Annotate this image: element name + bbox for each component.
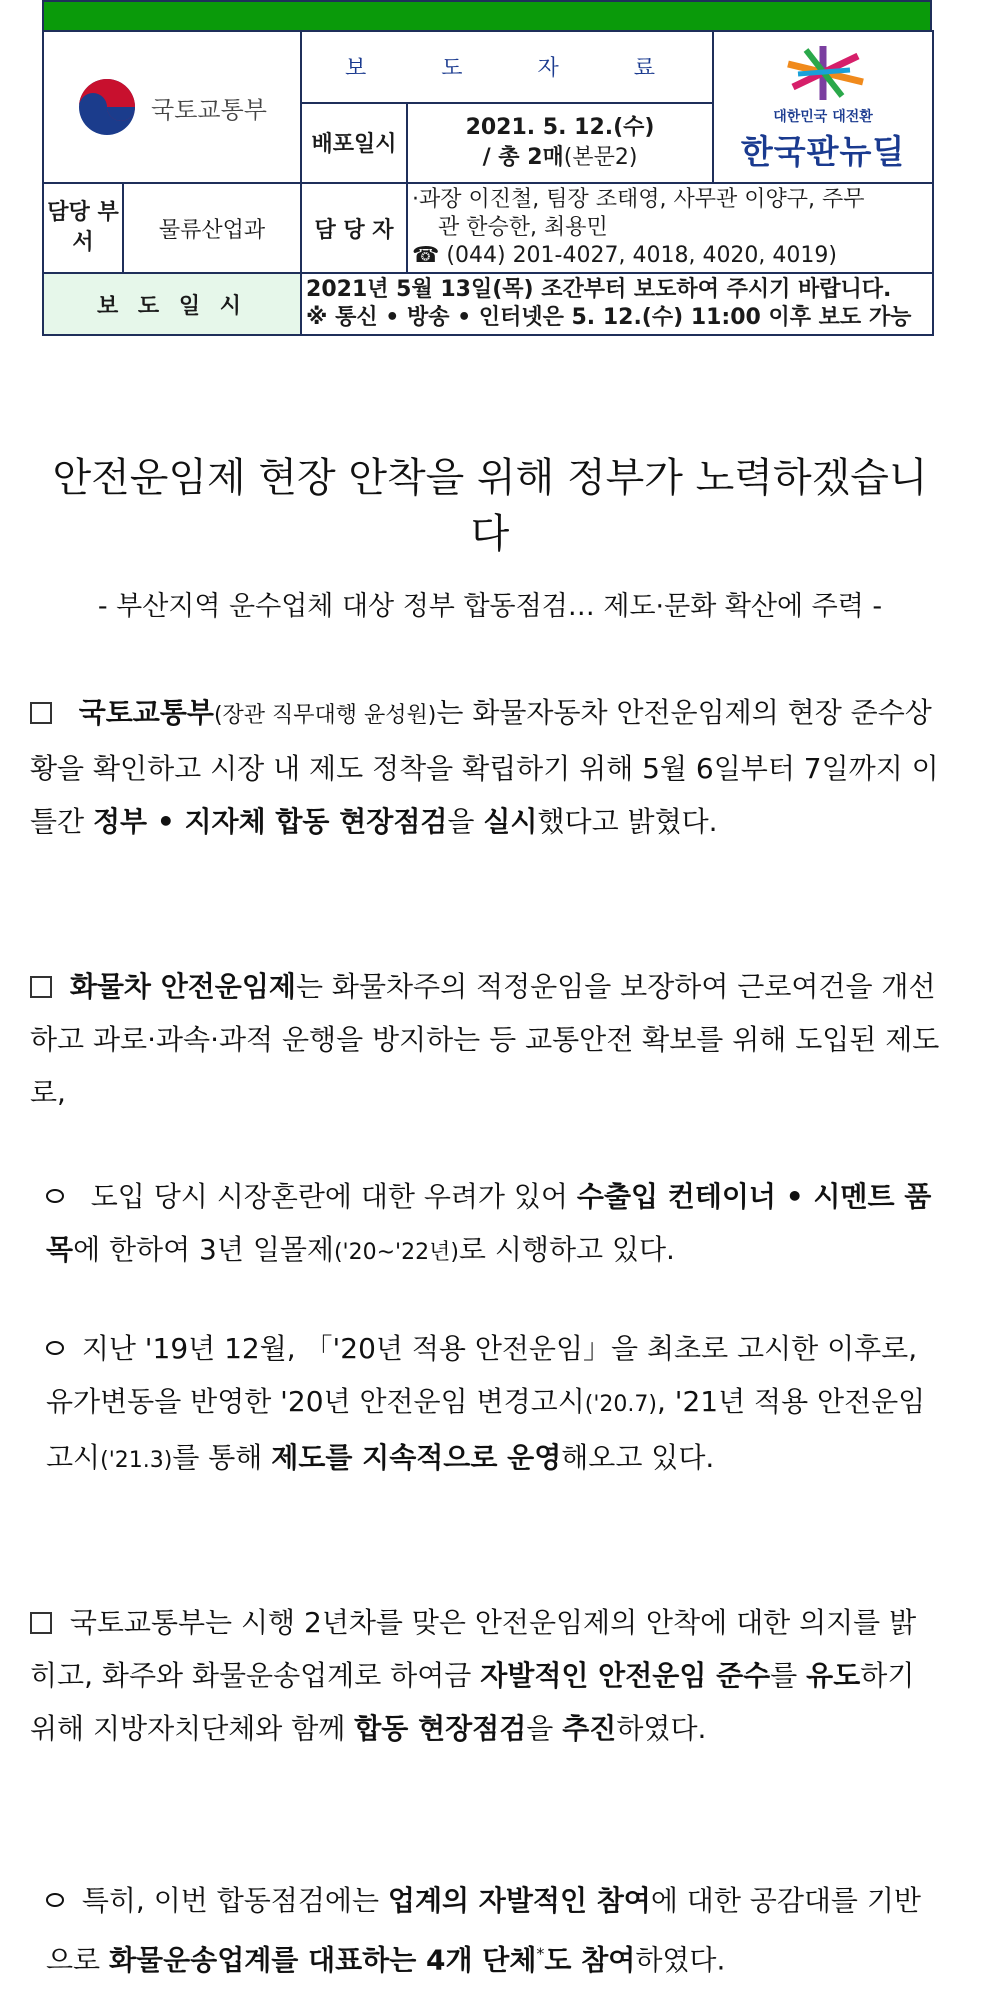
- newdeal-logo-cell: [713, 31, 933, 183]
- checkbox-square-icon: [30, 702, 52, 724]
- p3-small-1: ('20~'22년): [333, 1240, 459, 1265]
- dept-label: 담당 부서: [43, 183, 123, 273]
- bullet-circle-icon: [46, 1893, 64, 1907]
- p5-text-4: 을: [526, 1712, 563, 1745]
- ministry-logo-cell: [43, 31, 301, 183]
- checkbox-square-icon: [30, 976, 52, 998]
- paragraph-2: [30, 960, 940, 1119]
- p1-bold-2: 정부 • 지자체 합동 현장점검: [93, 805, 448, 838]
- header-table: [42, 30, 934, 336]
- p5-bold-1: 자발적인 안전운임 준수: [480, 1659, 771, 1692]
- p6-bold-3: 도 참여: [544, 1943, 636, 1977]
- pages-count: / 총 2매: [482, 144, 564, 170]
- p5-bold-3: 합동 현장점검: [354, 1712, 527, 1745]
- paragraph-1: [30, 686, 940, 848]
- contact-line-1: ·과장 이진철, 팀장 조태영, 사무관 이양구, 주무: [412, 187, 865, 212]
- contact-label: 담 당 자: [301, 183, 407, 273]
- p3-text-3: 로 시행하고 있다.: [458, 1233, 675, 1266]
- p2-text-1: 는 화물차주의 적정운임을 보장하여 근로여건을 개선하고 과로·과속·과적 운행을 방지하는 등 교통안전 확보를 위해 도입된 제도로,: [30, 970, 940, 1109]
- p5-bold-2: 유도: [806, 1659, 861, 1692]
- p4-text-2: , '21년 적용 안전운임 고시: [46, 1385, 926, 1474]
- p4-text-1: 지난 '19년 12월, 「'20년 적용 안전운임」을 최초로 고시한 이후로, 유가변동을 반영한 '20년 안전운임 변경고시: [46, 1332, 918, 1418]
- newdeal-title: 한국판뉴딜: [740, 131, 906, 171]
- pages-detail: (본문2): [563, 144, 638, 170]
- p1-small-1: (장관 직무대행 윤성원): [213, 703, 437, 728]
- dept-value: 물류산업과: [123, 183, 301, 273]
- p4-small-1: ('20.7): [584, 1392, 657, 1417]
- p1-text-2: 을: [447, 805, 484, 838]
- bullet-circle-icon: [46, 1189, 64, 1203]
- p4-bold-1: 제도를 지속적으로 운영: [271, 1441, 562, 1474]
- taegeuk-emblem-icon: [77, 77, 137, 137]
- release-label: 보 도 일 시: [43, 273, 301, 335]
- p2-bold-1: 화물차 안전운임제: [69, 970, 296, 1003]
- p6-bold-1: 업계의 자발적인 참여: [387, 1884, 651, 1917]
- p6-footnote-marker: *: [536, 1944, 545, 1963]
- newdeal-tagline: 대한민국 대전환: [773, 108, 873, 125]
- release-line-1: 2021년 5월 13일(목) 조간부터 보도하여 주시기 바랍니다.: [306, 277, 892, 302]
- contact-phone: ☎ (044) 201-4027, 4018, 4020, 4019): [412, 243, 837, 268]
- distribution-date: 2021. 5. 12.(수): [465, 114, 655, 140]
- doc-type-title: 보 도 자 료: [301, 31, 713, 103]
- distribution-label: 배포일시: [301, 103, 407, 183]
- p1-bold-1: 국토교통부: [78, 696, 214, 729]
- paragraph-5: [30, 1596, 940, 1755]
- p6-bold-2: 화물운송업계를 대표하는 4개 단체: [109, 1943, 537, 1977]
- bullet-circle-icon: [46, 1341, 64, 1355]
- contact-value: [407, 183, 933, 273]
- p3-bold-1: 수출입 컨테이너 • 시멘트 품목: [46, 1180, 932, 1266]
- paragraph-4: [46, 1322, 940, 1487]
- paragraph-6: [46, 1874, 940, 1986]
- release-line-2: ※ 통신 • 방송 • 인터넷은 5. 12.(수) 11:00 이후 보도 가능: [306, 305, 912, 330]
- p3-text-1: 도입 당시 시장혼란에 대한 우려가 있어: [90, 1180, 577, 1213]
- p5-text-1: 국토교통부는 시행 2년차를 맞은 안전운임제의 안착에 대한 의지를 밝히고, 화주와 화물운송업계로 하여금: [30, 1606, 917, 1692]
- p4-small-2: ('21.3): [100, 1448, 173, 1473]
- checkbox-square-icon: [30, 1612, 52, 1634]
- p4-text-4: 해오고 있다.: [561, 1441, 715, 1474]
- p4-text-3: 를 통해: [172, 1441, 272, 1474]
- header-green-bar: [42, 0, 932, 30]
- distribution-date-cell: [407, 103, 713, 183]
- p1-text-1: 는 화물자동차 안전운임제의 현장 준수상황을 확인하고 시장 내 제도 정착을 확립하기 위해 5월 6일부터 7일까지 이틀간: [30, 696, 939, 838]
- p1-bold-3: 실시: [483, 805, 538, 838]
- contact-line-2: 관 한승한, 최용민: [438, 215, 608, 240]
- newdeal-star-icon: [768, 42, 878, 104]
- p5-text-3: 하기 위해 지방자치단체와 함께: [30, 1659, 915, 1745]
- p6-text-1: 특히, 이번 합동점검에는: [81, 1884, 388, 1917]
- p3-text-2: 에 한하여 3년 일몰제: [73, 1233, 334, 1266]
- p6-text-3: 하였다.: [635, 1943, 726, 1977]
- distribution-pages: [408, 143, 712, 173]
- headline: 안전운임제 현장 안착을 위해 정부가 노력하겠습니다: [52, 455, 928, 557]
- subheadline: - 부산지역 운수업체 대상 정부 합동점검… 제도·문화 확산에 주력 -: [97, 591, 883, 622]
- paragraph-3: [46, 1170, 940, 1279]
- release-value: [301, 273, 933, 335]
- p1-text-3: 했다고 밝혔다.: [537, 805, 718, 838]
- ministry-name: 국토교통부: [151, 95, 267, 124]
- p5-bold-4: 추진: [562, 1712, 617, 1745]
- p5-text-2: 를: [770, 1659, 807, 1692]
- p6-text-2: 에 대한 공감대를 기반으로: [46, 1884, 921, 1977]
- p5-text-5: 하였다.: [616, 1712, 707, 1745]
